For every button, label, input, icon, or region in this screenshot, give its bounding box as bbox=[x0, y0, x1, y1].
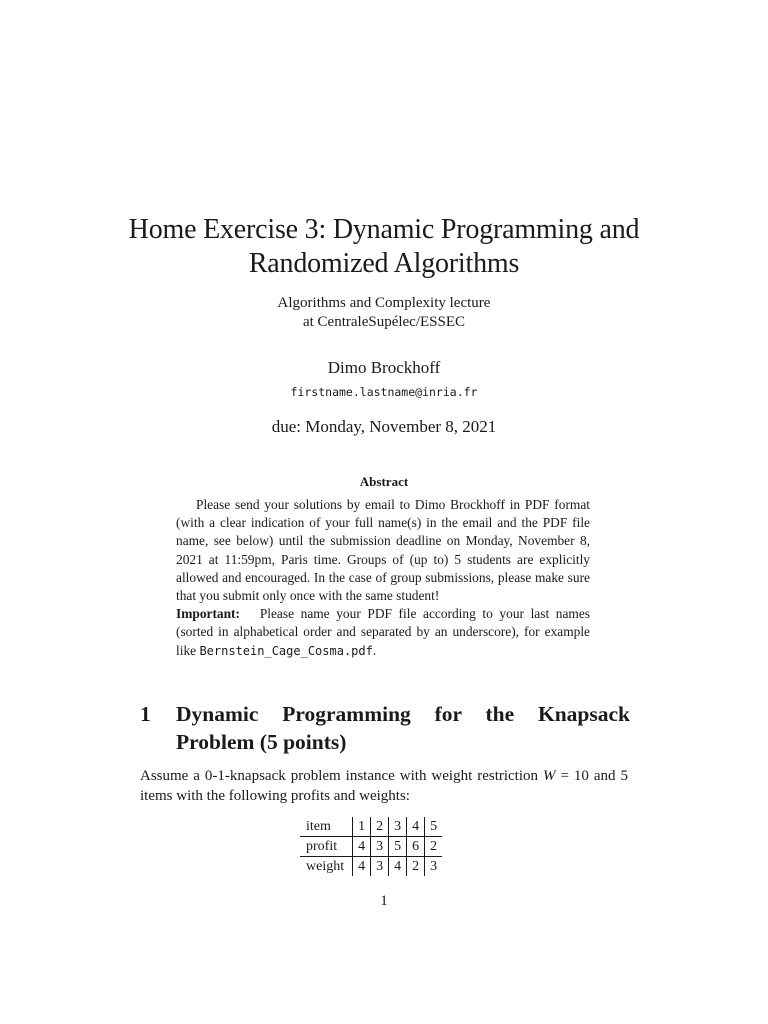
section-title: Dynamic Programming for the Knapsack Problem (5 points) bbox=[176, 702, 630, 754]
table-cell: 4 bbox=[389, 857, 407, 877]
abstract-important bbox=[176, 605, 590, 660]
knapsack-table bbox=[300, 817, 442, 876]
body-text-after: = 10 and 5 items with the following profits and weights: bbox=[140, 768, 629, 804]
document-title bbox=[0, 213, 768, 281]
body-text-before: Assume a 0-1-knapsack problem instance with weight restriction bbox=[140, 768, 539, 784]
table-cell: 2 bbox=[371, 817, 389, 837]
table-row bbox=[300, 837, 442, 857]
affiliation bbox=[0, 294, 768, 332]
row-label: weight bbox=[306, 859, 345, 874]
table-cell: 4 bbox=[353, 837, 371, 857]
page-number: 1 bbox=[380, 893, 388, 909]
author-name: Dimo Brockhoff bbox=[327, 358, 441, 377]
affiliation-line-2: at CentraleSupélec/ESSEC bbox=[302, 314, 466, 330]
table-cell: 4 bbox=[407, 817, 425, 837]
section-number: 1 bbox=[140, 702, 151, 726]
table-cell: 2 bbox=[425, 837, 443, 857]
table-cell: 3 bbox=[371, 837, 389, 857]
author-email: firstname.lastname@inria.fr bbox=[290, 385, 478, 399]
table-cell: 2 bbox=[407, 857, 425, 877]
table-row bbox=[300, 817, 442, 837]
affiliation-line-1: Algorithms and Complexity lecture bbox=[277, 295, 491, 311]
abstract-paragraph: Please send your solutions by email to Dimo Brockhoff in PDF format (with a clear indication of your full name(s) in the email and the PDF file name, see below) until the submission deadline on Monday, November 8, 2021 at 11:59pm, Paris time. Groups of (up to) 5 students are explicitly allowed and encouraged. In the case of group submissions, please make sure that you submit only once with the same student! bbox=[176, 497, 590, 604]
title-line-2: Randomized Algorithms bbox=[248, 248, 520, 279]
weight-symbol: W bbox=[543, 768, 556, 784]
important-label: Important: bbox=[176, 606, 240, 622]
row-label: item bbox=[300, 817, 353, 837]
table-cell: 3 bbox=[389, 817, 407, 837]
table-cell: 6 bbox=[407, 837, 425, 857]
due-date: due: Monday, November 8, 2021 bbox=[271, 417, 497, 436]
table-row bbox=[300, 857, 442, 877]
table-cell: 3 bbox=[425, 857, 443, 877]
example-filename: Bernstein_Cage_Cosma.pdf bbox=[199, 643, 373, 658]
important-text: Please name your PDF file according to your last names (sorted in alphabetical order and separated by an underscore), for example like bbox=[176, 606, 590, 658]
abstract-heading: Abstract bbox=[359, 474, 409, 489]
table-cell: 3 bbox=[371, 857, 389, 877]
table-cell: 4 bbox=[353, 857, 371, 877]
table-cell: 5 bbox=[389, 837, 407, 857]
title-line-1: Home Exercise 3: Dynamic Programming and bbox=[128, 214, 640, 245]
abstract-body bbox=[176, 496, 590, 660]
table-cell: 5 bbox=[425, 817, 443, 837]
row-label: profit bbox=[300, 837, 353, 857]
example-end: . bbox=[372, 642, 377, 658]
table-cell: 1 bbox=[353, 817, 371, 837]
section-body bbox=[140, 767, 628, 806]
section-heading bbox=[140, 700, 630, 756]
